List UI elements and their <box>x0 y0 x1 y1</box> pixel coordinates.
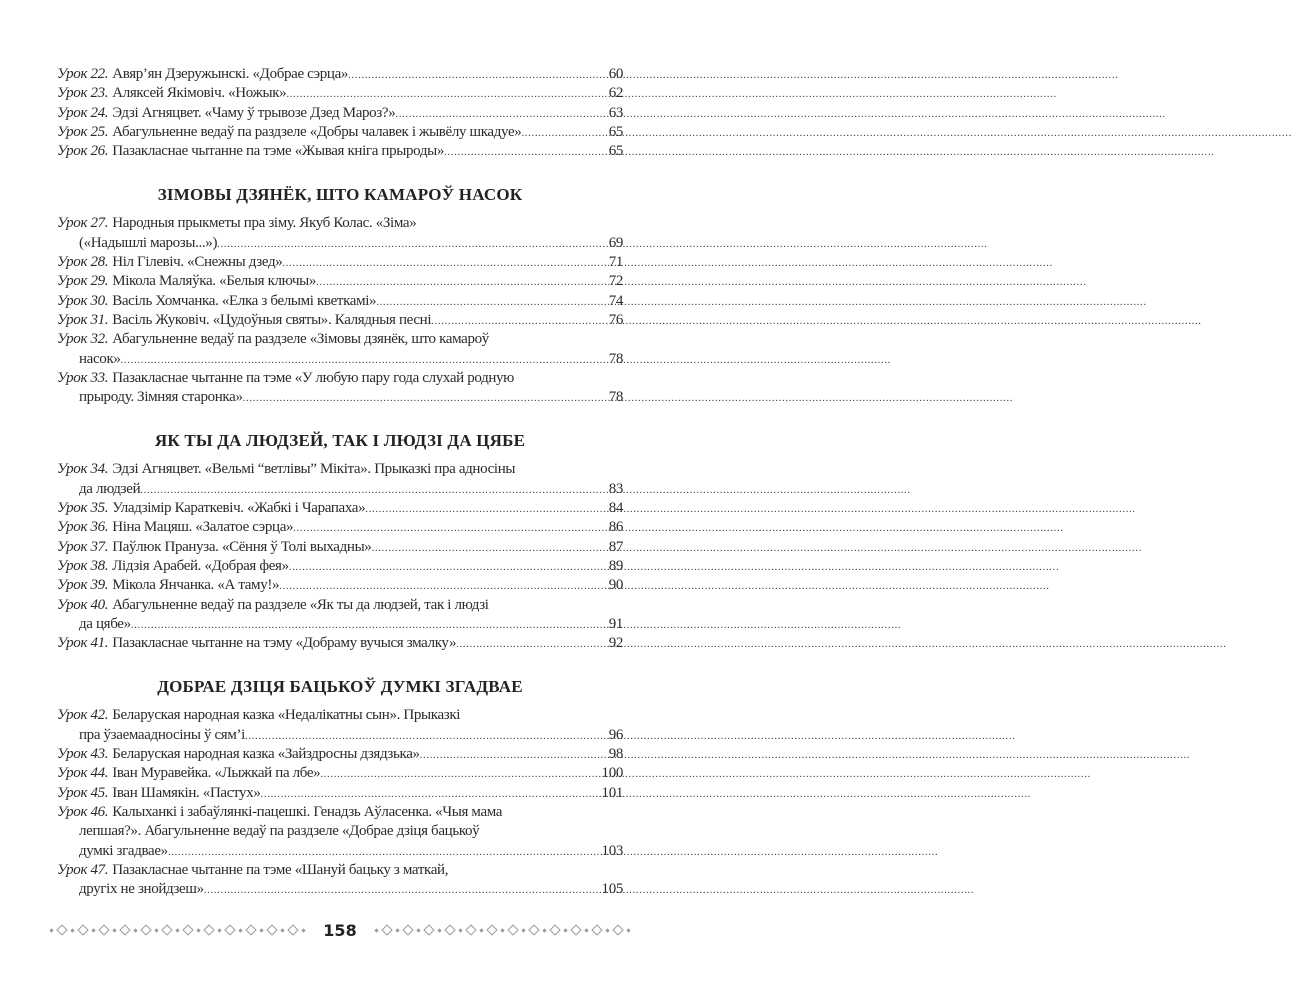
ornament-diamond-icon <box>98 924 109 935</box>
dot-leader <box>521 124 607 143</box>
dot-leader <box>282 254 607 273</box>
entry-title: Васіль Хомчанка. «Елка з белымі кветкамі» <box>112 292 377 309</box>
entry-line <box>57 822 623 841</box>
lesson-label: Урок 40. <box>57 596 109 613</box>
toc-entry[interactable] <box>57 253 623 272</box>
lesson-label: Урок 42. <box>57 707 109 724</box>
entry-line <box>57 311 623 330</box>
lesson-label: Урок 47. <box>57 861 109 878</box>
entry-title: Эдзі Агняцвет. «Чаму ў трывозе Дзед Мароз?» <box>112 104 396 121</box>
toc-entry[interactable] <box>57 142 623 161</box>
entry-line <box>57 214 623 233</box>
page-ref: 96 <box>608 726 623 743</box>
ornament-diamond-icon <box>266 924 277 935</box>
section-heading: ЗІМОВЫ ДЗЯНЁК, ШТО КАМАРОЎ НАСОК <box>157 185 523 205</box>
ornament-diamond-icon <box>77 924 88 935</box>
entry-title: Абагульненне ведаў па раздзеле «Добры чалавек і жывёлу шкадуе» <box>112 123 522 140</box>
ornament-dot <box>458 928 462 932</box>
ornament-diamond-icon <box>140 924 151 935</box>
entry-line <box>57 142 623 161</box>
ornament-right <box>375 926 630 934</box>
page-ref: 83 <box>608 480 623 497</box>
toc-entry[interactable] <box>57 272 623 291</box>
ornament-diamond-icon <box>528 924 539 935</box>
page-ref: 78 <box>608 350 623 367</box>
toc-entry[interactable] <box>57 634 623 653</box>
entry-line <box>57 518 623 537</box>
toc-entry[interactable] <box>57 596 623 635</box>
dot-leader <box>444 143 608 162</box>
toc-entry[interactable] <box>57 330 623 369</box>
entry-title: Ніна Мацяш. «Залатое сэрца» <box>112 519 294 536</box>
entry-title: Уладзімір Караткевіч. «Жабкі і Чарапаха» <box>112 500 366 517</box>
ornament-dot <box>626 928 630 932</box>
entry-line <box>57 292 623 311</box>
dot-leader <box>316 273 608 292</box>
entry-title: Авяр’ян Дзеружынскі. «Добрае сэрца» <box>112 66 349 82</box>
table-of-contents <box>57 65 623 899</box>
lesson-label: Урок 36. <box>57 519 109 536</box>
entry-title: думкі згадвае» <box>79 842 168 859</box>
dot-leader <box>376 293 607 312</box>
ornament-diamond-icon <box>381 924 392 935</box>
entry-title: да цябе» <box>79 615 131 632</box>
page-ref: 91 <box>608 615 623 632</box>
entry-title: («Надышлі марозы...») <box>79 234 218 251</box>
entry-line <box>57 460 623 479</box>
page-ref: 69 <box>608 234 623 251</box>
dot-leader <box>204 881 601 900</box>
ornament-dot <box>437 928 441 932</box>
ornament-diamond-icon <box>161 924 172 935</box>
page-ref: 87 <box>608 538 623 555</box>
entry-line <box>57 499 623 518</box>
lesson-label: Урок 31. <box>57 311 109 328</box>
page-ref: 71 <box>608 254 623 271</box>
entry-line <box>57 272 623 291</box>
dot-leader <box>371 539 607 558</box>
lesson-label: Урок 44. <box>57 765 109 782</box>
ornament-dot <box>217 928 221 932</box>
ornament-diamond-icon <box>486 924 497 935</box>
entry-title: Васіль Жуковіч. «Цудоўныя святы». Калядныя песні <box>112 311 432 328</box>
ornament-dot <box>70 928 74 932</box>
section-heading: ЯК ТЫ ДА ЛЮДЗЕЙ, ТАК І ЛЮДЗІ ДА ЦЯБЕ <box>154 431 526 451</box>
lesson-label: Урок 27. <box>57 215 109 232</box>
ornament-dot <box>479 928 483 932</box>
dot-leader <box>456 635 608 654</box>
toc-entry[interactable] <box>57 65 623 84</box>
toc-entry[interactable] <box>57 104 623 123</box>
lesson-label: Урок 45. <box>57 784 109 801</box>
toc-entry[interactable] <box>57 557 623 576</box>
entry-line <box>57 123 623 142</box>
ornament-dot <box>605 928 609 932</box>
entry-title: да людзей <box>79 480 141 497</box>
entry-line <box>57 784 623 803</box>
ornament-dot <box>91 928 95 932</box>
dot-leader <box>279 577 608 596</box>
ornament-diamond-icon <box>245 924 256 935</box>
toc-entry[interactable] <box>57 861 623 900</box>
lesson-label: Урок 34. <box>57 461 109 478</box>
page-ref: 63 <box>608 104 623 121</box>
toc-section <box>57 185 623 407</box>
lesson-label: Урок 26. <box>57 143 109 160</box>
dot-leader <box>140 481 607 500</box>
toc-entry[interactable] <box>57 123 623 142</box>
ornament-dot <box>395 928 399 932</box>
ornament-dot <box>175 928 179 932</box>
page-ref: 86 <box>608 519 623 536</box>
lesson-label: Урок 29. <box>57 273 109 290</box>
entry-title: Мікола Маляўка. «Белыя ключы» <box>112 273 317 290</box>
entry-line <box>57 615 623 634</box>
toc-entry[interactable] <box>57 292 623 311</box>
dot-leader <box>121 351 608 370</box>
lesson-label: Урок 32. <box>57 331 109 348</box>
entry-line <box>57 576 623 595</box>
ornament-dot <box>112 928 116 932</box>
entry-title: прыроду. Зімняя старонка» <box>79 389 243 406</box>
entry-line <box>57 861 623 880</box>
dot-leader <box>293 519 608 538</box>
ornament-diamond-icon <box>119 924 130 935</box>
entry-line <box>57 538 623 557</box>
entry-line <box>57 330 623 349</box>
lesson-label: Урок 25. <box>57 123 109 140</box>
dot-leader <box>395 105 607 124</box>
lesson-label: Урок 35. <box>57 500 109 517</box>
entry-line <box>57 104 623 123</box>
entry-title: Пазакласнае чытанне па тэме «Шануй бацьку з маткай, <box>112 861 449 878</box>
ornament-dot <box>416 928 420 932</box>
ornament-diamond-icon <box>423 924 434 935</box>
ornament-dot <box>521 928 525 932</box>
page-ref: 105 <box>601 881 623 898</box>
entry-line <box>57 65 623 84</box>
entry-line <box>57 369 623 388</box>
entry-title: лепшая?». Абагульненне ведаў па раздзеле «Добрае дзіця бацькоў <box>79 823 480 840</box>
lesson-label: Урок 30. <box>57 292 109 309</box>
entry-title: Беларуская народная казка «Недалікатны сын». Прыказкі <box>112 707 461 724</box>
entry-line <box>57 706 623 725</box>
entry-line <box>57 480 623 499</box>
dot-leader <box>286 85 607 104</box>
entry-line <box>57 764 623 783</box>
entry-title: Беларуская народная казка «Зайздросны дзядзька» <box>112 746 420 763</box>
ornament-diamond-icon <box>507 924 518 935</box>
page-ref: 103 <box>601 842 623 859</box>
page-ref: 76 <box>608 311 623 328</box>
lesson-label: Урок 38. <box>57 557 109 574</box>
ornament-diamond-icon <box>444 924 455 935</box>
ornament-dot <box>500 928 504 932</box>
entry-title: Калыханкі і забаўлянкі-пацешкі. Генадзь Аўласенка. «Чыя мама <box>112 803 503 820</box>
ornament-left <box>50 926 305 934</box>
ornament-dot <box>301 928 305 932</box>
toc-entry[interactable] <box>57 369 623 408</box>
ornament-diamond-icon <box>549 924 560 935</box>
entry-line <box>57 253 623 272</box>
entry-title: пра ўзаемаадносіны ў сям’і <box>79 726 245 743</box>
toc-entry[interactable] <box>57 576 623 595</box>
toc-section <box>57 677 623 899</box>
page-ref: 98 <box>608 746 623 763</box>
page-ref: 60 <box>608 66 623 82</box>
dot-leader <box>420 746 608 765</box>
entry-line <box>57 634 623 653</box>
page-ref: 101 <box>601 784 623 801</box>
lesson-label: Урок 23. <box>57 85 109 102</box>
ornament-diamond-icon <box>203 924 214 935</box>
dot-leader <box>320 765 600 784</box>
page-ref: 89 <box>608 557 623 574</box>
entry-title: Аляксей Якімовіч. «Ножык» <box>112 85 287 102</box>
ornament-diamond-icon <box>570 924 581 935</box>
toc-entry[interactable] <box>57 803 623 861</box>
entry-title: Мікола Янчанка. «А таму!» <box>112 577 280 594</box>
page-ref: 65 <box>608 123 623 140</box>
entry-title: Пазакласнае чытанне на тэму «Добраму вучыся змалку» <box>112 635 457 652</box>
dot-leader <box>365 500 607 519</box>
dot-leader <box>243 389 608 408</box>
ornament-dot <box>280 928 284 932</box>
lesson-label: Урок 39. <box>57 577 109 594</box>
ornament-diamond-icon <box>591 924 602 935</box>
dot-leader <box>217 235 608 254</box>
page-footer <box>50 918 630 942</box>
page-number: 158 <box>323 920 357 940</box>
toc-entry[interactable] <box>57 214 623 253</box>
dot-leader <box>245 727 608 746</box>
toc-entry[interactable] <box>57 460 623 499</box>
lesson-label: Урок 37. <box>57 538 109 555</box>
entry-title: Іван Муравейка. «Лыжкай па лбе» <box>112 765 321 782</box>
ornament-diamond-icon <box>402 924 413 935</box>
ornament-dot <box>542 928 546 932</box>
lesson-label: Урок 43. <box>57 746 109 763</box>
page-ref: 84 <box>608 500 623 517</box>
lesson-label: Урок 46. <box>57 803 109 820</box>
dot-leader <box>431 312 608 331</box>
entry-title: Абагульненне ведаў па раздзеле «Як ты да людзей, так і людзі <box>112 596 489 613</box>
entry-line <box>57 726 623 745</box>
ornament-dot <box>49 928 53 932</box>
entry-line <box>57 84 623 103</box>
entry-line <box>57 596 623 615</box>
ornament-dot <box>584 928 588 932</box>
entry-line <box>57 803 623 822</box>
toc-section <box>57 431 623 653</box>
toc-entry[interactable] <box>57 764 623 783</box>
ornament-dot <box>374 928 378 932</box>
section-heading: ДОБРАЕ ДЗІЦЯ БАЦЬКОЎ ДУМКІ ЗГАДВАЕ <box>157 677 523 697</box>
ornament-diamond-icon <box>182 924 193 935</box>
dot-leader <box>131 616 608 635</box>
entry-title: Іван Шамякін. «Пастух» <box>112 784 261 801</box>
page-ref: 78 <box>608 389 623 406</box>
entry-line <box>57 234 623 253</box>
ornament-diamond-icon <box>465 924 476 935</box>
dot-leader <box>168 843 601 862</box>
entry-title: Ніл Гілевіч. «Снежны дзед» <box>112 254 283 271</box>
entry-line <box>57 745 623 764</box>
entry-title: Абагульненне ведаў па раздзеле «Зімовы дзянёк, што камароў <box>112 331 489 348</box>
ornament-dot <box>238 928 242 932</box>
ornament-diamond-icon <box>56 924 67 935</box>
entry-line <box>57 350 623 369</box>
entry-title: Лідзія Арабей. «Добрая фея» <box>112 557 289 574</box>
toc-entry[interactable] <box>57 745 623 764</box>
entry-line <box>57 557 623 576</box>
toc-entry[interactable] <box>57 499 623 518</box>
entry-title: Пазакласнае чытанне па тэме «У любую пару года слухай родную <box>112 369 515 386</box>
ornament-dot <box>196 928 200 932</box>
ornament-diamond-icon <box>287 924 298 935</box>
toc-entry[interactable] <box>57 518 623 537</box>
ornament-diamond-icon <box>612 924 623 935</box>
entry-title: Паўлюк Пранузa. «Сёння ў Толі выхадны» <box>112 538 372 555</box>
toc-entry[interactable] <box>57 84 623 103</box>
entry-title: Пазакласнае чытанне па тэме «Жывая кніга прыроды» <box>112 143 445 160</box>
page-ref: 62 <box>608 85 623 102</box>
lesson-label: Урок 33. <box>57 369 109 386</box>
page-ref: 100 <box>601 765 623 782</box>
dot-leader <box>289 558 608 577</box>
toc-entry[interactable] <box>57 538 623 557</box>
page-ref: 92 <box>608 635 623 652</box>
ornament-dot <box>133 928 137 932</box>
entry-line <box>57 880 623 899</box>
entry-title: Народныя прыкметы пра зіму. Якуб Колас. «Зіма» <box>112 215 417 232</box>
lesson-label: Урок 28. <box>57 254 109 271</box>
toc-entry[interactable] <box>57 706 623 745</box>
ornament-dot <box>154 928 158 932</box>
lesson-label: Урок 24. <box>57 104 109 121</box>
entry-title: Эдзі Агняцвет. «Вельмі “ветлівы” Мікіта». Прыказкі пра адносіны <box>112 461 516 478</box>
entry-title: другіх не знойдзеш» <box>79 881 204 898</box>
page-ref: 74 <box>608 292 623 309</box>
page-ref: 72 <box>608 273 623 290</box>
dot-leader <box>348 66 608 85</box>
page-ref: 65 <box>608 143 623 160</box>
lesson-label: Урок 22. <box>57 66 109 82</box>
ornament-dot <box>563 928 567 932</box>
ornament-dot <box>259 928 263 932</box>
toc-entry[interactable] <box>57 311 623 330</box>
ornament-diamond-icon <box>224 924 235 935</box>
lesson-label: Урок 41. <box>57 635 109 652</box>
dot-leader <box>261 785 601 804</box>
entry-line <box>57 388 623 407</box>
toc-entry[interactable] <box>57 784 623 803</box>
page-ref: 90 <box>608 577 623 594</box>
entry-line <box>57 842 623 861</box>
toc-section <box>57 65 623 161</box>
entry-title: насок» <box>79 350 121 367</box>
